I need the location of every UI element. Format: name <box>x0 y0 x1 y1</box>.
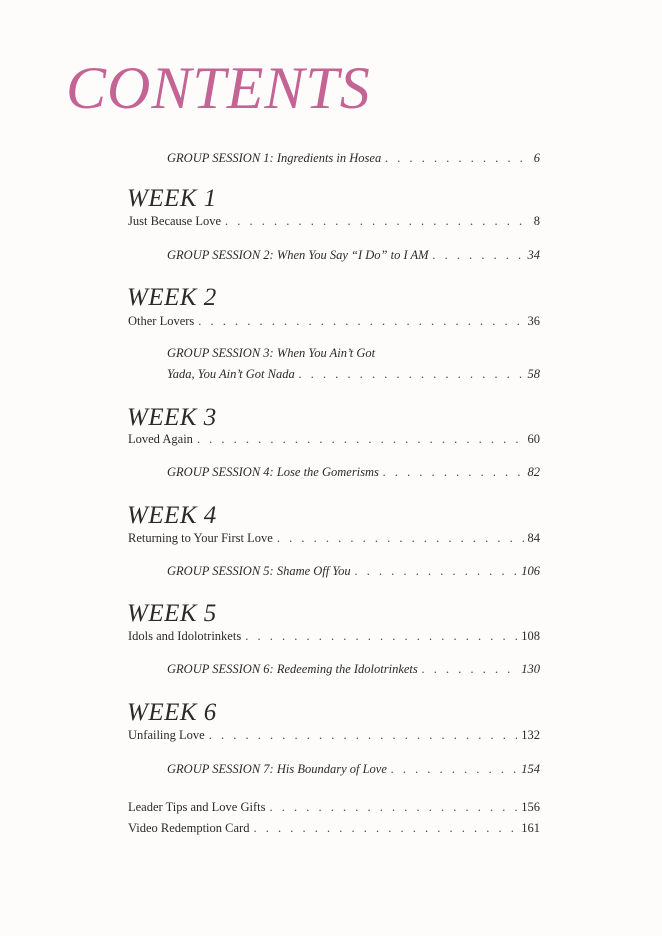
page-number: 161 <box>521 821 540 835</box>
entry-title: Video Redemption Card <box>128 821 250 835</box>
toc-entry-group-session-6[interactable] <box>167 662 540 676</box>
dot-leader <box>383 465 524 479</box>
entry-title: GROUP SESSION 5: Shame Off You <box>167 564 351 578</box>
page-number: 34 <box>527 248 540 262</box>
page-number: 154 <box>521 762 540 776</box>
dot-leader <box>253 821 517 835</box>
page-number: 36 <box>527 314 540 328</box>
dot-leader <box>277 531 524 545</box>
entry-title: Returning to Your First Love <box>128 531 273 545</box>
page-number: 108 <box>521 629 540 643</box>
entry-title: Unfailing Love <box>128 728 205 742</box>
entry-title: GROUP SESSION 4: Lose the Gomerisms <box>167 465 379 479</box>
dot-leader <box>385 151 530 165</box>
entry-title: Idols and Idolotrinkets <box>128 629 242 643</box>
entry-title: Other Lovers <box>128 314 195 328</box>
toc-entry-week-2[interactable] <box>128 314 540 328</box>
week-heading-1: WEEK 1 <box>127 185 217 212</box>
toc-entry-week-1[interactable] <box>128 214 540 228</box>
toc-entry-group-session-5[interactable] <box>167 564 540 578</box>
entry-title: Just Because Love <box>128 214 222 228</box>
dot-leader <box>355 564 518 578</box>
page-number: 106 <box>521 564 540 578</box>
toc-entry-week-6[interactable] <box>128 728 540 742</box>
entry-title: GROUP SESSION 1: Ingredients in Hosea <box>167 151 382 165</box>
page-number: 60 <box>527 432 540 446</box>
dot-leader <box>245 629 517 643</box>
dot-leader <box>391 762 517 776</box>
page-title: CONTENTS <box>66 55 371 121</box>
page-number: 8 <box>533 214 540 228</box>
week-heading-6: WEEK 6 <box>127 699 217 726</box>
dot-leader <box>198 314 523 328</box>
toc-entry-group-session-4[interactable] <box>167 465 540 479</box>
page-number: 130 <box>521 662 540 676</box>
dot-leader <box>422 662 517 676</box>
toc-entry-video-redemption-card[interactable] <box>128 821 540 835</box>
dot-leader <box>197 432 524 446</box>
dot-leader <box>225 214 530 228</box>
toc-entry-group-session-1[interactable] <box>167 151 540 165</box>
toc-entry-group-session-3-line1[interactable]: GROUP SESSION 3: When You Ain’t Got <box>167 346 376 360</box>
toc-entry-week-4[interactable] <box>128 531 540 545</box>
page-number: 84 <box>527 531 540 545</box>
week-heading-5: WEEK 5 <box>127 600 217 627</box>
entry-title: Leader Tips and Love Gifts <box>128 800 266 814</box>
page-number: 6 <box>533 151 540 165</box>
week-heading-2: WEEK 2 <box>127 284 217 311</box>
toc-entry-week-5[interactable] <box>128 629 540 643</box>
dot-leader <box>433 248 524 262</box>
week-heading-3: WEEK 3 <box>127 404 217 431</box>
toc-entry-group-session-2[interactable] <box>167 248 540 262</box>
entry-title: Loved Again <box>128 432 193 446</box>
entry-title: GROUP SESSION 2: When You Say “I Do” to I AM <box>167 248 429 262</box>
toc-entry-week-3[interactable] <box>128 432 540 446</box>
toc-entry-leader-tips[interactable] <box>128 800 540 814</box>
dot-leader <box>269 800 517 814</box>
week-heading-4: WEEK 4 <box>127 502 217 529</box>
page-number: 58 <box>527 367 540 381</box>
entry-title: GROUP SESSION 6: Redeeming the Idolotrinkets <box>167 662 418 676</box>
toc-entry-group-session-7[interactable] <box>167 762 540 776</box>
page-number: 156 <box>521 800 540 814</box>
page-number: 132 <box>521 728 540 742</box>
page-number: 82 <box>527 465 540 479</box>
entry-title: GROUP SESSION 7: His Boundary of Love <box>167 762 387 776</box>
dot-leader <box>209 728 518 742</box>
entry-title: Yada, You Ain’t Got Nada <box>167 367 295 381</box>
dot-leader <box>299 367 524 381</box>
toc-entry-group-session-3[interactable] <box>167 367 540 381</box>
